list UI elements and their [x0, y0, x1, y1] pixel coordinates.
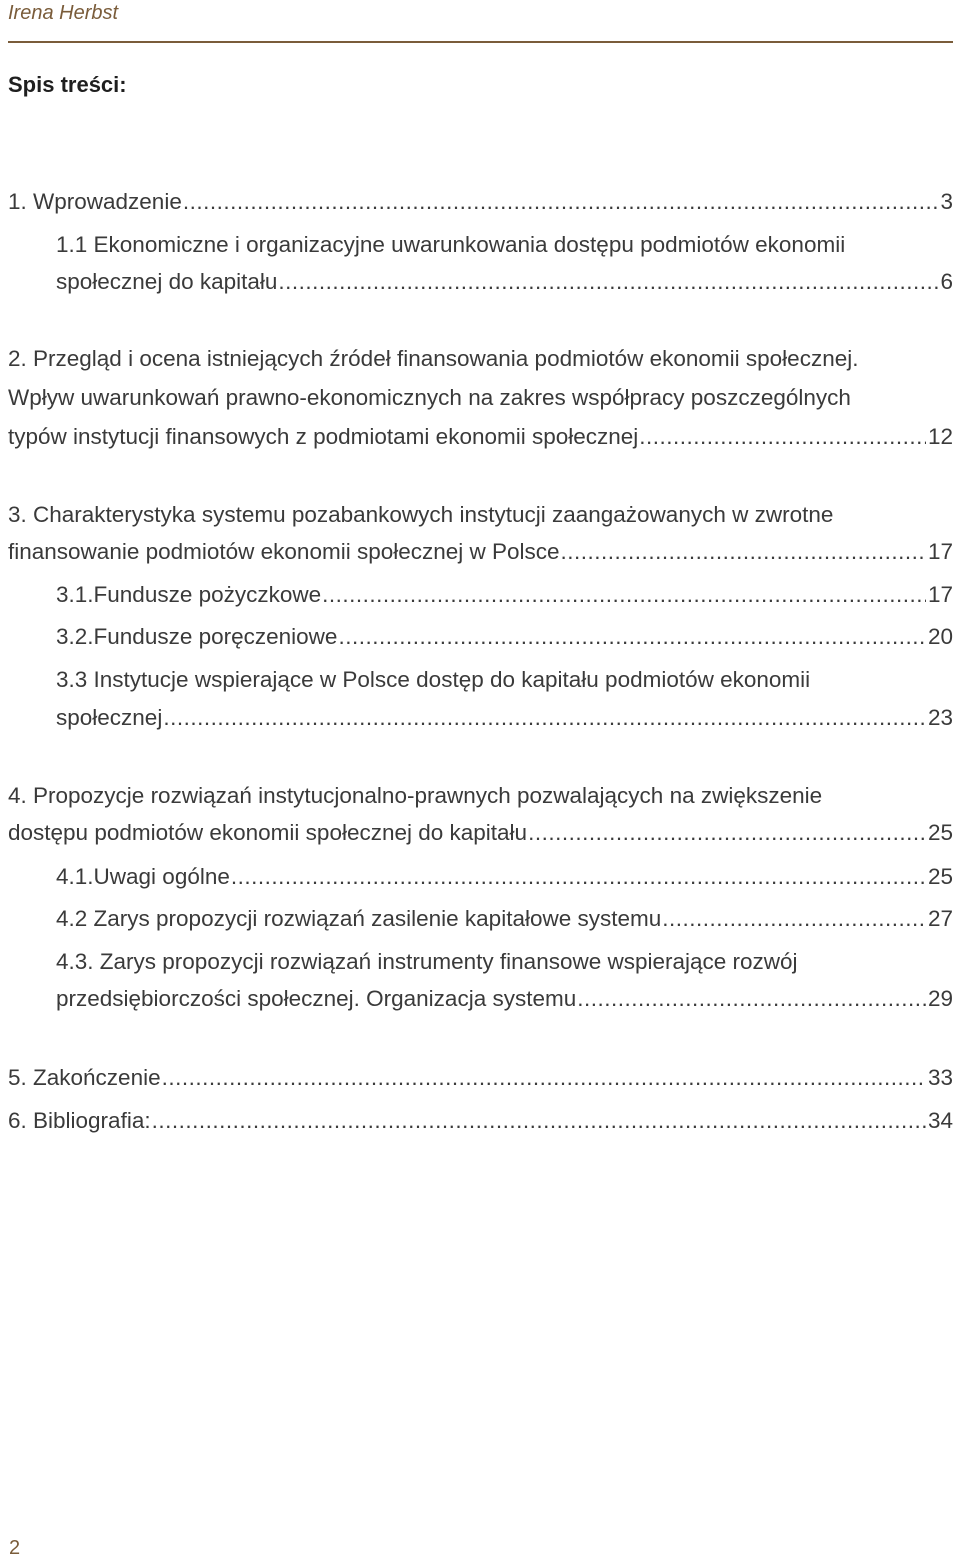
- toc-dot-leader: [231, 863, 926, 891]
- toc-entry-label: 5. Zakończenie: [8, 1065, 161, 1090]
- toc-entry-label: dostępu podmiotów ekonomii społecznej do kapitału: [8, 820, 528, 845]
- toc-entry-2-line1[interactable]: 2. Przegląd i ocena istniejących źródeł finansowania podmiotów ekonomii społecznej.: [8, 346, 859, 371]
- toc-entry-label: 3.1.Fundusze pożyczkowe: [56, 582, 322, 607]
- toc-entry-3-line1[interactable]: 3. Charakterystyka systemu pozabankowych instytucji zaangażowanych w zwrotne: [8, 502, 834, 527]
- toc-dot-leader: [577, 985, 926, 1013]
- toc-entry-4-line1[interactable]: 4. Propozycje rozwiązań instytucjonalno-prawnych pozwalających na zwiększenie: [8, 783, 823, 808]
- toc-entry-5[interactable]: [8, 1064, 953, 1092]
- toc-dot-leader: [278, 268, 938, 296]
- toc-entry-3-3[interactable]: [56, 704, 953, 732]
- toc-entry-4-2[interactable]: [56, 905, 953, 933]
- toc-dot-leader: [162, 1064, 926, 1092]
- toc-entry-label: społecznej: [56, 705, 163, 730]
- toc-entry-label: 1. Wprowadzenie: [8, 189, 182, 214]
- toc-entry-3-1[interactable]: [56, 581, 953, 609]
- toc-page-number: 17: [927, 539, 953, 564]
- toc-title: Spis treści:: [8, 72, 127, 97]
- toc-entry-6[interactable]: [8, 1107, 953, 1135]
- toc-page-number: 12: [927, 424, 953, 449]
- toc-entry-2[interactable]: [8, 423, 953, 451]
- toc-page-number: 34: [927, 1108, 953, 1133]
- toc-dot-leader: [163, 704, 926, 732]
- toc-dot-leader: [322, 581, 926, 609]
- toc-page-number: 3: [940, 189, 953, 214]
- toc-dot-leader: [561, 538, 926, 566]
- toc-entry-label: 3.2.Fundusze poręczeniowe: [56, 624, 338, 649]
- toc-entry-3-2[interactable]: [56, 623, 953, 651]
- toc-dot-leader: [639, 423, 926, 451]
- toc-entry-2-line2[interactable]: Wpływ uwarunkowań prawno-ekonomicznych na zakres współpracy poszczególnych: [8, 385, 851, 410]
- toc-entry-4[interactable]: [8, 819, 953, 847]
- toc-entry-1-1[interactable]: [56, 268, 953, 296]
- toc-entry-label: 6. Bibliografia:: [8, 1108, 151, 1133]
- toc-entry-1-1-line1[interactable]: 1.1 Ekonomiczne i organizacyjne uwarunkowania dostępu podmiotów ekonomii: [56, 232, 846, 257]
- toc-page-number: 25: [927, 864, 953, 889]
- toc-entry-1[interactable]: [8, 188, 953, 216]
- toc-page-number: 29: [927, 986, 953, 1011]
- running-head-author: Irena Herbst: [8, 2, 119, 24]
- toc-page-number: 33: [927, 1065, 953, 1090]
- toc-entry-label: finansowanie podmiotów ekonomii społecznej w Polsce: [8, 539, 560, 564]
- toc-entry-label: 4.1.Uwagi ogólne: [56, 864, 230, 889]
- toc-entry-3-3-line1[interactable]: 3.3 Instytucje wspierające w Polsce dostęp do kapitału podmiotów ekonomii: [56, 667, 811, 692]
- toc-page-number: 17: [927, 582, 953, 607]
- toc-dot-leader: [338, 623, 926, 651]
- toc-entry-label: typów instytucji finansowych z podmiotami ekonomii społecznej: [8, 424, 639, 449]
- toc-entry-4-1[interactable]: [56, 863, 953, 891]
- toc-dot-leader: [528, 819, 926, 847]
- header-rule: [8, 41, 953, 43]
- toc-page-number: 27: [927, 906, 953, 931]
- toc-dot-leader: [152, 1107, 926, 1135]
- toc-entry-label: przedsiębiorczości społecznej. Organizacja systemu: [56, 986, 577, 1011]
- toc-entry-3[interactable]: [8, 538, 953, 566]
- toc-page-number: 23: [927, 705, 953, 730]
- toc-entry-label: społecznej do kapitału: [56, 269, 278, 294]
- toc-dot-leader: [662, 905, 926, 933]
- toc-entry-4-3[interactable]: [56, 985, 953, 1013]
- toc-page-number: 20: [927, 624, 953, 649]
- page-number: 2: [9, 1537, 21, 1559]
- toc-entry-4-3-line1[interactable]: 4.3. Zarys propozycji rozwiązań instrumenty finansowe wspierające rozwój: [56, 949, 798, 974]
- toc-entry-label: 4.2 Zarys propozycji rozwiązań zasilenie kapitałowe systemu: [56, 906, 662, 931]
- toc-dot-leader: [183, 188, 939, 216]
- toc-page-number: 6: [940, 269, 953, 294]
- toc-page-number: 25: [927, 820, 953, 845]
